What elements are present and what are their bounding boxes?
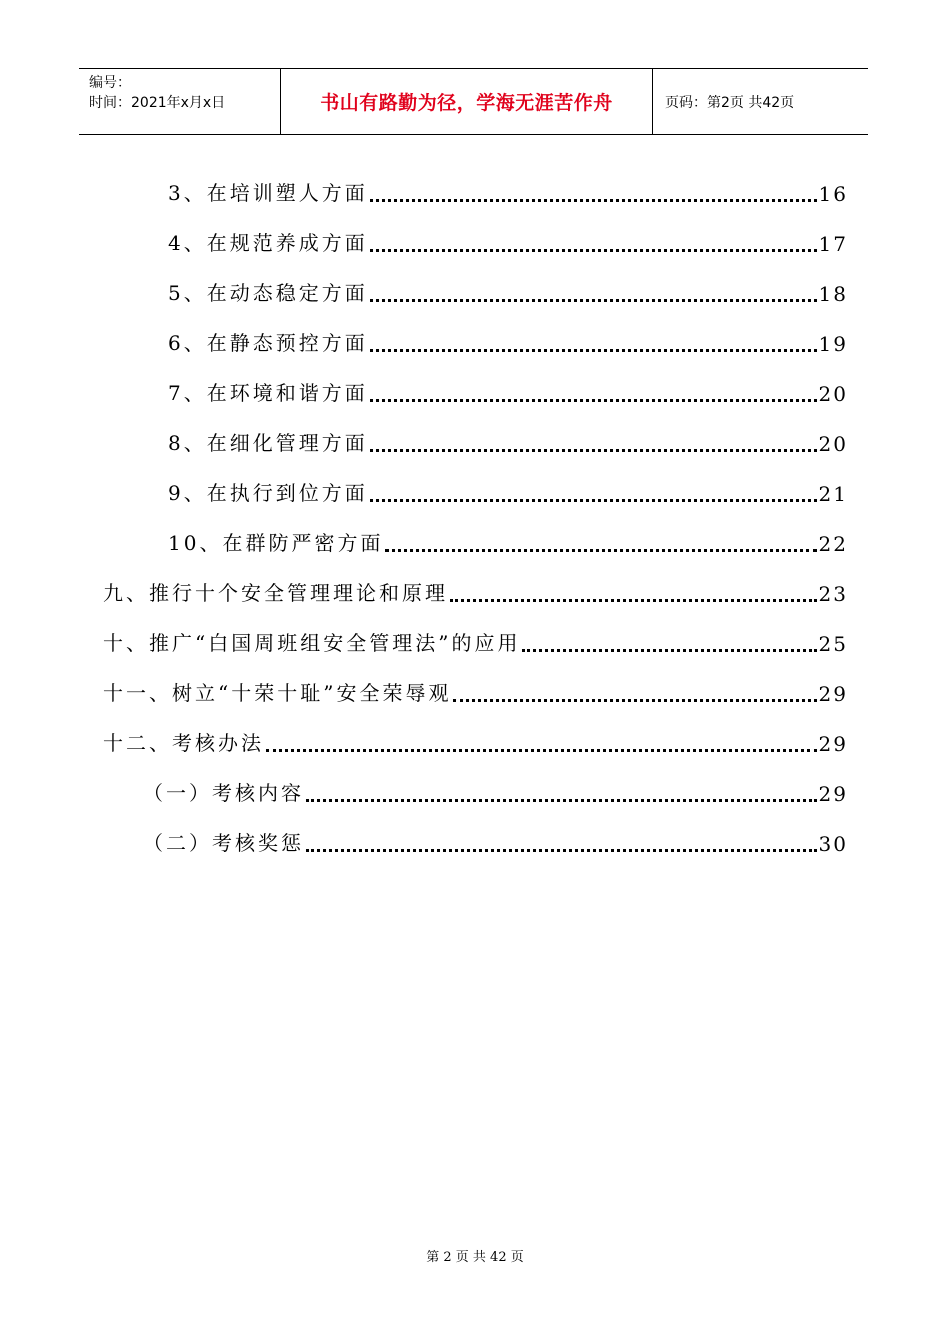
toc-entry-page: 29 xyxy=(818,682,848,706)
toc-entry-title: 5、在动态稳定方面 xyxy=(168,281,368,305)
toc-entry-page: 29 xyxy=(818,782,848,806)
toc-entry[interactable] xyxy=(168,176,848,206)
toc-entry-page: 19 xyxy=(818,332,848,356)
toc-dot-leader xyxy=(370,449,817,452)
toc-dot-leader xyxy=(385,549,816,552)
toc-entry-page: 20 xyxy=(818,382,848,406)
toc-entry-page: 22 xyxy=(818,532,848,556)
toc-entry-title: 十一、树立“十荣十耻”安全荣辱观 xyxy=(103,681,452,705)
toc-dot-leader xyxy=(370,249,817,252)
page-header xyxy=(79,68,868,135)
toc-entry-page: 20 xyxy=(818,432,848,456)
toc-entry[interactable] xyxy=(103,576,848,606)
toc-entry-page: 18 xyxy=(818,282,848,306)
toc-dot-leader xyxy=(370,349,817,352)
toc-dot-leader xyxy=(266,749,817,752)
toc-entry-page: 25 xyxy=(818,632,848,656)
toc-dot-leader xyxy=(522,649,816,652)
toc-entry-title: 8、在细化管理方面 xyxy=(168,431,368,455)
toc-entry-title: 4、在规范养成方面 xyxy=(168,231,368,255)
toc-dot-leader xyxy=(306,849,817,852)
toc-entry-title: 九、推行十个安全管理理论和原理 xyxy=(103,581,448,605)
toc-entry-title: 3、在培训塑人方面 xyxy=(168,181,368,205)
page-footer: 第 2 页 共 42 页 xyxy=(426,1250,524,1265)
toc-entry[interactable] xyxy=(103,726,848,756)
toc-entry-page: 30 xyxy=(818,832,848,856)
header-meta-cell xyxy=(79,69,281,134)
toc-dot-leader xyxy=(450,599,817,602)
toc-entry[interactable] xyxy=(103,676,848,706)
header-page-info: 页码：第2页 共42页 xyxy=(665,94,795,111)
toc-dot-leader xyxy=(370,199,817,202)
toc-entry-page: 23 xyxy=(818,582,848,606)
toc-dot-leader xyxy=(306,799,817,802)
toc-entry[interactable] xyxy=(168,276,848,306)
toc-entry[interactable] xyxy=(103,626,848,656)
toc-entry[interactable] xyxy=(168,326,848,356)
document-number-label: 编号： xyxy=(89,75,131,91)
toc-entry-title: 6、在静态预控方面 xyxy=(168,331,368,355)
toc-entry[interactable] xyxy=(143,826,848,856)
toc-entry-title: 10、在群防严密方面 xyxy=(168,531,384,555)
toc-dot-leader xyxy=(370,399,817,402)
toc-entry[interactable] xyxy=(168,426,848,456)
toc-entry-title: 9、在执行到位方面 xyxy=(168,481,368,505)
toc-entry-page: 21 xyxy=(818,482,848,506)
document-date: 时间：2021年x月x日 xyxy=(89,95,226,111)
toc-entry[interactable] xyxy=(143,776,848,806)
toc-dot-leader xyxy=(370,499,817,502)
toc-entry-page: 29 xyxy=(818,732,848,756)
toc-dot-leader xyxy=(370,299,817,302)
toc-entry[interactable] xyxy=(168,526,848,556)
toc-entry-title: （一）考核内容 xyxy=(143,781,304,805)
toc-entry-page: 16 xyxy=(818,182,848,206)
toc-entry-title: 十二、考核办法 xyxy=(103,731,264,755)
toc-entry[interactable] xyxy=(168,226,848,256)
toc-entry[interactable] xyxy=(168,376,848,406)
header-page-cell xyxy=(653,69,868,134)
toc-entry-title: 十、推广“白国周班组安全管理法”的应用 xyxy=(103,631,521,655)
toc-entry-title: （二）考核奖惩 xyxy=(143,831,304,855)
header-motto: 书山有路勤为径，学海无涯苦作舟 xyxy=(320,92,613,114)
toc-entry-title: 7、在环境和谐方面 xyxy=(168,381,368,405)
toc-entry[interactable] xyxy=(168,476,848,506)
toc-dot-leader xyxy=(453,699,816,702)
header-motto-cell xyxy=(281,69,653,134)
toc-entry-page: 17 xyxy=(818,232,848,256)
